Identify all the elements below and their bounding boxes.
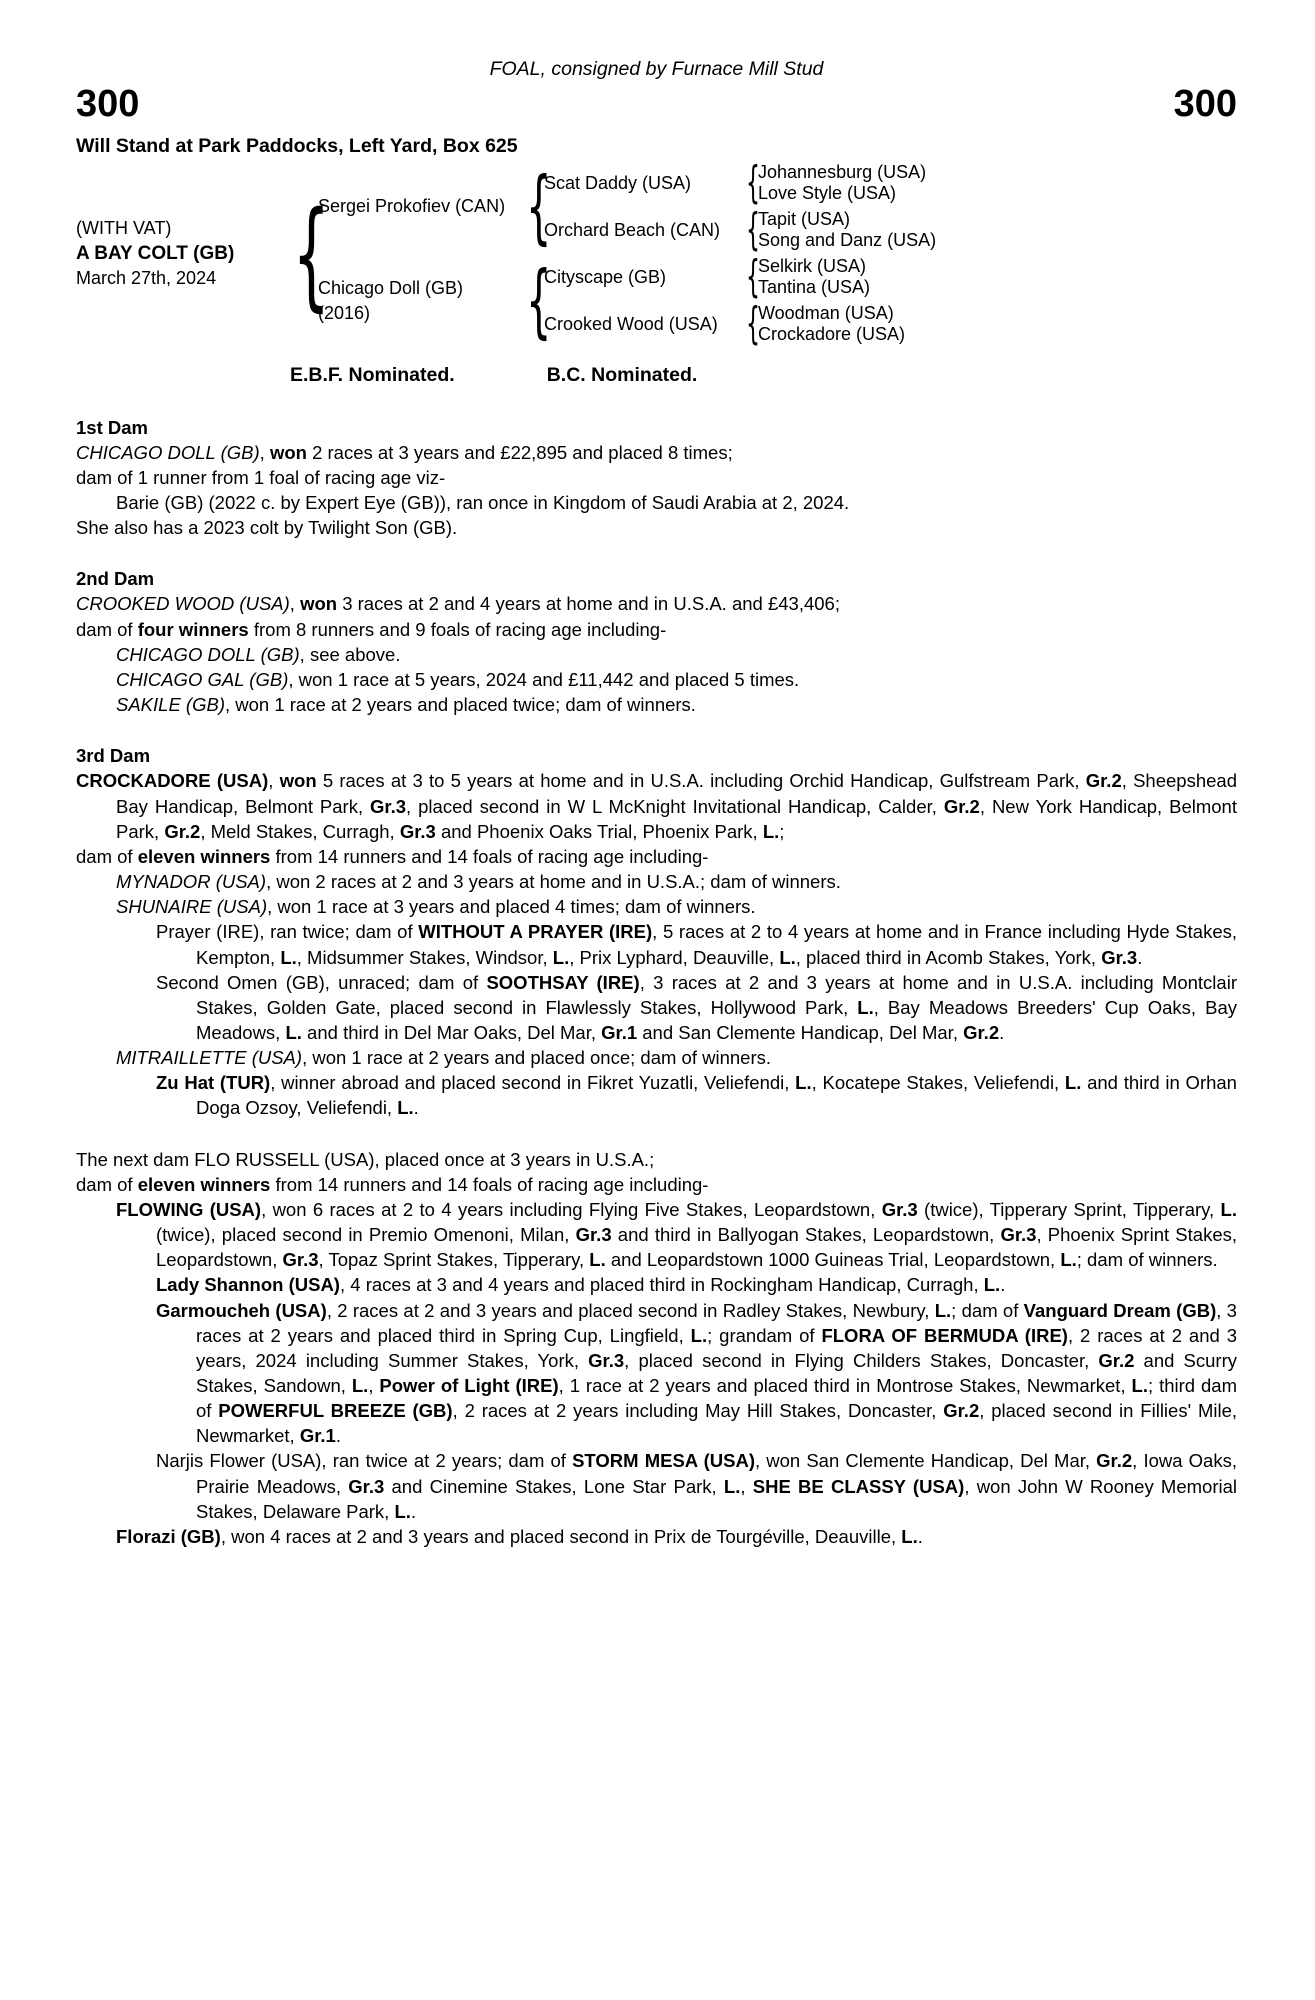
catalogue-paragraph: CHICAGO DOLL (GB), see above. [116,643,401,665]
catalogue-paragraph: Second Omen (GB), unraced; dam of SOOTHSAY (IRE), 3 races at 2 and 3 years at home and in U.S.A. including Montclair Stakes, Golden Gate, placed second in Flawlessly Stakes, Hollywood Park, L., Bay Meadows Breeders' Cup Oaks, Bay Meadows, L. and third in Del Mar Oaks, Del Mar, Gr.1 and San Clemente Handicap, Del Mar, Gr.2. [156,971,1237,1043]
catalogue-paragraph: She also has a 2023 colt by Twilight Son (GB). [76,517,458,539]
catalogue-paragraph: CHICAGO GAL (GB), won 1 race at 5 years, 2024 and £11,442 and placed 5 times. [116,668,800,690]
catalogue-paragraph: dam of eleven winners from 14 runners and 14 foals of racing age including- [76,1173,709,1195]
section-next-dam [76,1147,1237,1550]
section-1st-dam [76,415,1237,541]
catalogue-paragraph: FLOWING (USA), won 6 races at 2 to 4 years including Flying Five Stakes, Leopardstown, Gr.3 (twice), Tipperary Sprint, Tipperary, L. (twice), placed second in Premio Omenoni, Milan, Gr.3 and third in Ballyogan Stakes, Leopardstown, Gr.3, Phoenix Sprint Stakes, Leopardstown, Gr.3, Topaz Sprint Stakes, Tipperary, L. and Leopardstown 1000 Guineas Trial, Leopardstown, L.; dam of winners. [116,1198,1237,1271]
sire-sire-branch [544,157,958,209]
sire-dam-branch [544,204,958,256]
ancestor-name: Tapit (USA) [758,209,851,230]
sire-branch [318,157,958,256]
sire-dam-name: Orchard Beach (CAN) [544,219,721,240]
dam-name-line: Chicago Doll (GB) [318,278,464,299]
ancestor-name: Song and Danz (USA) [758,230,937,251]
pedigree-table [76,157,1237,350]
vat-note: (WITH VAT) [76,217,172,238]
section-2nd-dam [76,566,1237,717]
dam-sire-name: Cityscape (GB) [544,266,667,287]
section-3rd-dam [76,743,1237,1120]
lot-number-row [76,82,1237,125]
ancestor-name: Tantina (USA) [758,277,871,298]
ancestor-name: Love Style (USA) [758,183,897,204]
catalogue-paragraph: Florazi (GB), won 4 races at 2 and 3 years and placed second in Prix de Tourgéville, Deauville, L.. [116,1525,923,1547]
pedigree-main-brace: { [292,184,331,323]
catalogue-paragraph: CROCKADORE (USA), won 5 races at 3 to 5 years at home and in U.S.A. including Orchid Handicap, Gulfstream Park, Gr.2, Sheepshead Bay Handicap, Belmont Park, Gr.3, placed second in W L McKnight Invitational Handicap, Calder, Gr.2, New York Handicap, Belmont Park, Gr.2, Meld Stakes, Curragh, Gr.3 and Phoenix Oaks Trial, Phoenix Park, L.; [76,770,1237,842]
ebf-nomination: E.B.F. Nominated. [290,364,455,387]
catalogue-paragraph: CROOKED WOOD (USA), won 3 races at 2 and 4 years at home and in U.S.A. and £43,406; [76,593,840,615]
dam-dam-branch [544,298,958,350]
section-heading: 3rd Dam [76,745,151,767]
catalogue-paragraph: MYNADOR (USA), won 2 races at 2 and 3 years at home and in U.S.A.; dam of winners. [116,871,841,893]
consignor-line: FOAL, consigned by Furnace Mill Stud [489,58,824,80]
subject-foal-date: March 27th, 2024 [76,267,217,288]
bc-nomination: B.C. Nominated. [546,364,698,387]
ancestor-name: Crockadore (USA) [758,324,906,345]
nominations-row [76,362,1237,389]
sire-name: Sergei Prokofiev (CAN) [318,196,506,217]
catalogue-paragraph: dam of four winners from 8 runners and 9 foals of racing age including- [76,618,667,640]
ancestor-name: Woodman (USA) [758,303,894,324]
section-heading: 2nd Dam [76,568,155,590]
ancestor-name: Johannesburg (USA) [758,162,927,183]
dam-branch [318,251,958,350]
sire-brace: { [526,159,552,253]
dam-sire-branch [544,251,958,303]
pedigree-subject [76,217,284,290]
sire-sire-name: Scat Daddy (USA) [544,172,692,193]
catalogue-paragraph: Barie (GB) (2022 c. by Expert Eye (GB)), ran once in Kingdom of Saudi Arabia at 2, 2024. [116,492,850,514]
sire-dam-brace: { [746,204,760,256]
catalogue-paragraph: Zu Hat (TUR), winner abroad and placed second in Fikret Yuzatli, Veliefendi, L., Kocatepe Stakes, Veliefendi, L. and third in Orhan Doga Ozsoy, Veliefendi, L.. [156,1072,1237,1119]
dam-year-line: (2016) [318,302,371,323]
catalogue-paragraph: The next dam FLO RUSSELL (USA), placed once at 3 years in U.S.A.; [76,1148,655,1170]
subject-name: A BAY COLT (GB) [76,243,235,265]
catalogue-paragraph: Prayer (IRE), ran twice; dam of WITHOUT A PRAYER (IRE), 5 races at 2 to 4 years at home and in France including Hyde Stakes, Kempton, L., Midsummer Stakes, Windsor, L., Prix Lyphard, Deauville, L., placed third in Acomb Stakes, York, Gr.3. [156,921,1237,968]
catalogue-paragraph: MITRAILLETTE (USA), won 1 race at 2 years and placed once; dam of winners. [116,1047,771,1069]
catalogue-paragraph: CHICAGO DOLL (GB), won 2 races at 3 years and £22,895 and placed 8 times; [76,441,733,463]
catalogue-paragraph: Garmoucheh (USA), 2 races at 2 and 3 years and placed second in Radley Stakes, Newbury, L.; dam of Vanguard Dream (GB), 3 races at 2 years and placed third in Spring Cup, Lingfield, L.; grandam of FLORA OF BERMUDA (IRE), 2 races at 2 and 3 years, 2024 including Summer Stakes, York, Gr.3, placed second in Flying Childers Stakes, Doncaster, Gr.2 and Scurry Stakes, Sandown, L., Power of Light (IRE), 1 race at 2 years and placed third in Montrose Stakes, Newmarket, L.; third dam of POWERFUL BREEZE (GB), 2 races at 2 years including May Hill Stakes, Doncaster, Gr.2, placed second in Fillies' Mile, Newmarket, Gr.1. [156,1299,1238,1447]
catalogue-paragraph: Lady Shannon (USA), 4 races at 3 and 4 years and placed third in Rockingham Handicap, Curragh, L.. [156,1274,1006,1296]
dam-dam-brace: { [746,298,760,350]
catalogue-paragraph: SHUNAIRE (USA), won 1 race at 3 years and placed 4 times; dam of winners. [116,896,756,918]
catalogue-paragraph: Narjis Flower (USA), ran twice at 2 years; dam of STORM MESA (USA), won San Clemente Handicap, Del Mar, Gr.2, Iowa Oaks, Prairie Meadows, Gr.3 and Cinemine Stakes, Lone Star Park, L., SHE BE CLASSY (USA), won John W Rooney Memorial Stakes, Delaware Park, L.. [156,1450,1238,1522]
catalogue-paragraph: dam of eleven winners from 14 runners and 14 foals of racing age including- [76,845,709,867]
lot-number-right: 300 [1173,82,1237,125]
dam-brace: { [526,253,552,347]
stand-location-line: Will Stand at Park Paddocks, Left Yard, Box 625 [76,134,518,157]
section-heading: 1st Dam [76,416,148,438]
sire-sire-brace: { [746,157,760,209]
dam-name [318,276,520,325]
ancestor-name: Selkirk (USA) [758,256,867,277]
dam-sire-brace: { [746,251,760,303]
pedigree-gen2-column [318,157,958,350]
dam-dam-name: Crooked Wood (USA) [544,313,718,334]
lot-number-left: 300 [76,82,140,125]
catalogue-paragraph: dam of 1 runner from 1 foal of racing age viz- [76,466,446,488]
catalogue-paragraph: SAKILE (GB), won 1 race at 2 years and placed twice; dam of winners. [116,694,696,716]
